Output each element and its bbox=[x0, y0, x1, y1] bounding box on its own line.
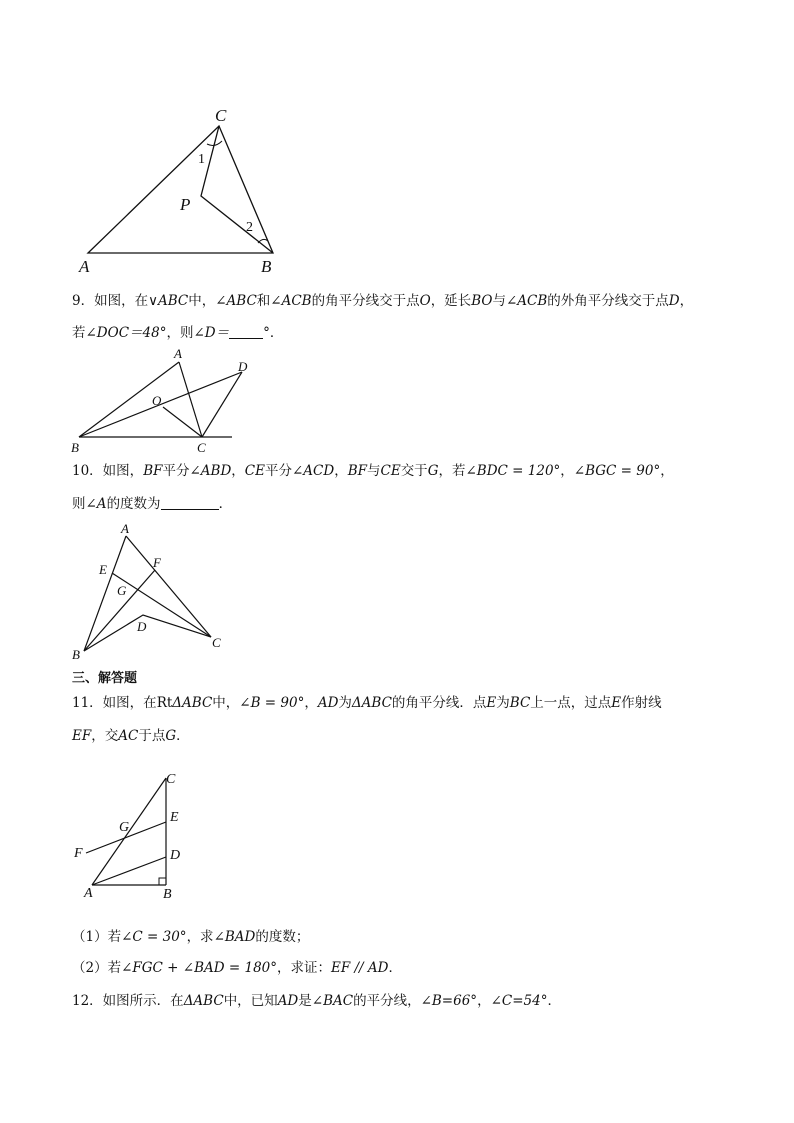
label-g: G bbox=[117, 583, 127, 598]
label-a: A bbox=[79, 257, 90, 276]
label-f: F bbox=[74, 846, 83, 861]
label-o: O bbox=[152, 393, 162, 408]
q10-answer-blank[interactable] bbox=[161, 495, 219, 510]
label-a: A bbox=[84, 886, 93, 900]
q11-part2: （2）若∠FGC + ∠BAD = 180°，求证：EF // AD． bbox=[72, 960, 402, 976]
label-c: C bbox=[212, 635, 221, 650]
label-b: B bbox=[261, 257, 272, 276]
q9-line1: 9．如图，在∨ABC中，∠ABC和∠ACB的角平分线交于点O，延长BO与∠ACB的外角平分线交于点D， bbox=[72, 293, 694, 309]
path-bdc bbox=[84, 615, 211, 651]
label-a: A bbox=[174, 346, 182, 361]
label-c: C bbox=[197, 440, 206, 455]
right-angle-mark bbox=[159, 878, 166, 885]
label-b: B bbox=[71, 440, 79, 455]
label-e: E bbox=[170, 810, 179, 825]
label-b: B bbox=[72, 647, 80, 662]
label-b: B bbox=[163, 887, 172, 900]
label-angle-2: 2 bbox=[246, 220, 253, 235]
q11-part1: （1）若∠C = 30°，求∠BAD的度数； bbox=[72, 929, 310, 945]
label-e: E bbox=[99, 562, 107, 577]
figure-triangle-abc-p bbox=[70, 100, 310, 280]
q9-answer-blank[interactable] bbox=[229, 324, 263, 339]
line-ad bbox=[92, 857, 166, 885]
figure-right-triangle bbox=[68, 765, 198, 900]
label-c: C bbox=[215, 106, 227, 125]
label-f: F bbox=[153, 555, 161, 570]
figure-triangle-bod bbox=[68, 345, 248, 457]
q10-line1: 10．如图，BF平分∠ABD，CE平分∠ACD，BF与CE交于G，若∠BDC = 120°，∠BGC = 90°， bbox=[72, 463, 674, 479]
q11-line2: EF，交AC于点G． bbox=[72, 728, 190, 744]
label-c: C bbox=[166, 772, 176, 787]
line-ce bbox=[112, 573, 211, 637]
label-p: P bbox=[180, 195, 191, 214]
line-cd bbox=[202, 372, 242, 437]
q9-line2: 若∠DOC＝48°，则∠D＝ °． bbox=[72, 325, 284, 341]
q11-line1: 11．如图，在RtΔABC中，∠B = 90°，AD为ΔABC的角平分线．点E为BC上一点，过点E作射线 bbox=[72, 695, 662, 711]
label-d: D bbox=[238, 359, 248, 374]
q12-line1: 12．如图所示．在ΔABC中，已知AD是∠BAC的平分线，∠B=66°，∠C=54°． bbox=[72, 993, 561, 1009]
line-oc bbox=[163, 407, 202, 437]
section-heading: 三、解答题 bbox=[72, 671, 138, 686]
label-d: D bbox=[137, 619, 147, 634]
label-d: D bbox=[170, 848, 181, 863]
line-ac bbox=[179, 362, 202, 437]
line-ba bbox=[79, 362, 179, 437]
label-g: G bbox=[119, 820, 130, 835]
q10-line2: 则∠A的度数为 ． bbox=[72, 496, 233, 512]
figure-triangle-efg bbox=[66, 520, 236, 665]
label-a: A bbox=[121, 521, 129, 536]
label-angle-1: 1 bbox=[198, 152, 205, 167]
